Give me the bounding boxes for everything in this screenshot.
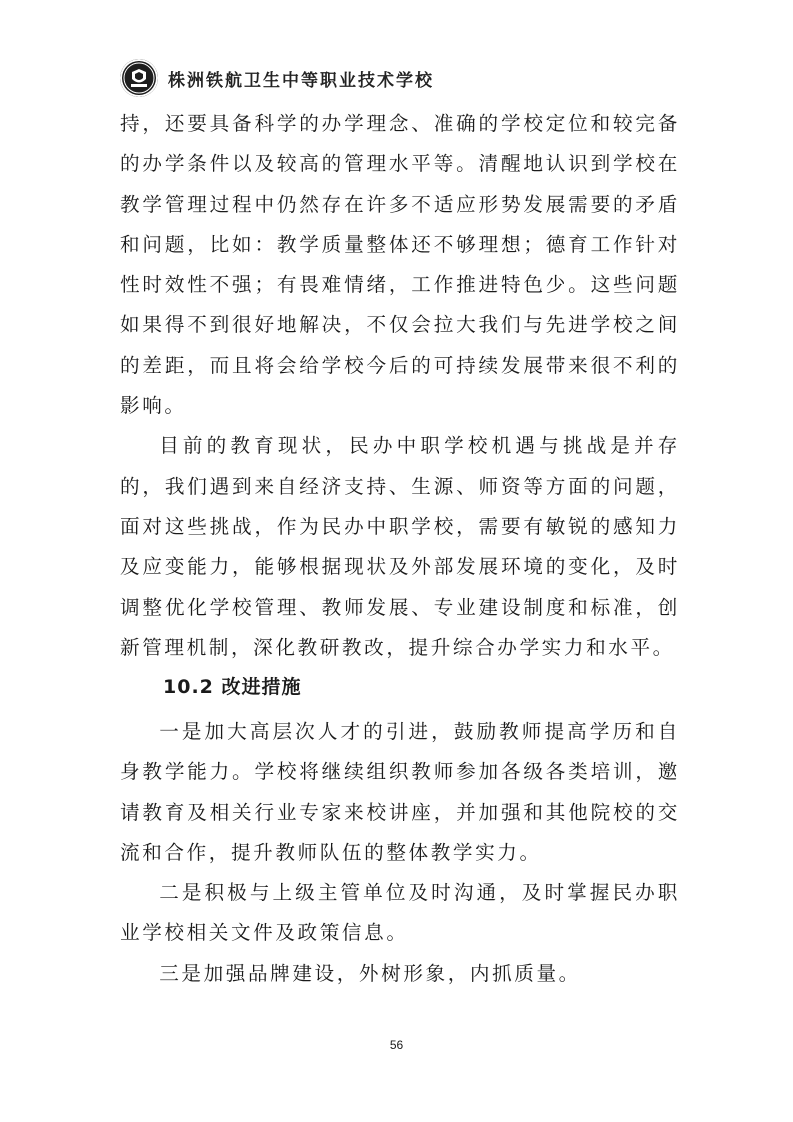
page-number: 56 xyxy=(389,1038,404,1052)
measure-item-2: 二是积极与上级主管单位及时沟通，及时掌握民办职业学校相关文件及政策信息。 xyxy=(120,881,680,945)
section-heading: 10.2 改进措施 xyxy=(163,676,302,698)
school-emblem-icon xyxy=(120,59,158,97)
measure-item-1: 一是加大高层次人才的引进，鼓励教师提高学历和自身教学能力。学校将继续组织教师参加各级各类培训，邀请教育及相关行业专家来校讲座，并加强和其他院校的交流和合作，提升教师队伍的整体教学实力。 xyxy=(120,720,680,864)
school-name: 株洲铁航卫生中等职业技术学校 xyxy=(168,70,434,91)
page-header xyxy=(120,56,434,100)
intro-section xyxy=(120,104,680,668)
school-logo xyxy=(120,59,158,97)
measures-section xyxy=(120,712,680,994)
paragraph-current-status: 目前的教育现状，民办中职学校机遇与挑战是并存的，我们遇到来自经济支持、生源、师资等方面的问题，面对这些挑战，作为民办中职学校，需要有敏锐的感知力及应变能力，能够根据现状及外部发展环境的变化，及时调整优化学校管理、教师发展、专业建设制度和标准，创新管理机制，深化教研教改，提升综合办学实力和水平。 xyxy=(120,434,680,659)
measure-item-3: 三是加强品牌建设，外树形象，内抓质量。 xyxy=(159,961,581,985)
paragraph-continued: 持，还要具备科学的办学理念、准确的学校定位和较完备的办学条件以及较高的管理水平等。清醒地认识到学校在教学管理过程中仍然存在许多不适应形势发展需要的矛盾和问题，比如：教学质量整体还不够理想；德育工作针对性时效性不强；有畏难情绪，工作推进特色少。这些问题如果得不到很好地解决，不仅会拉大我们与先进学校之间的差距，而且将会给学校今后的可持续发展带来很不利的影响。 xyxy=(120,112,680,418)
